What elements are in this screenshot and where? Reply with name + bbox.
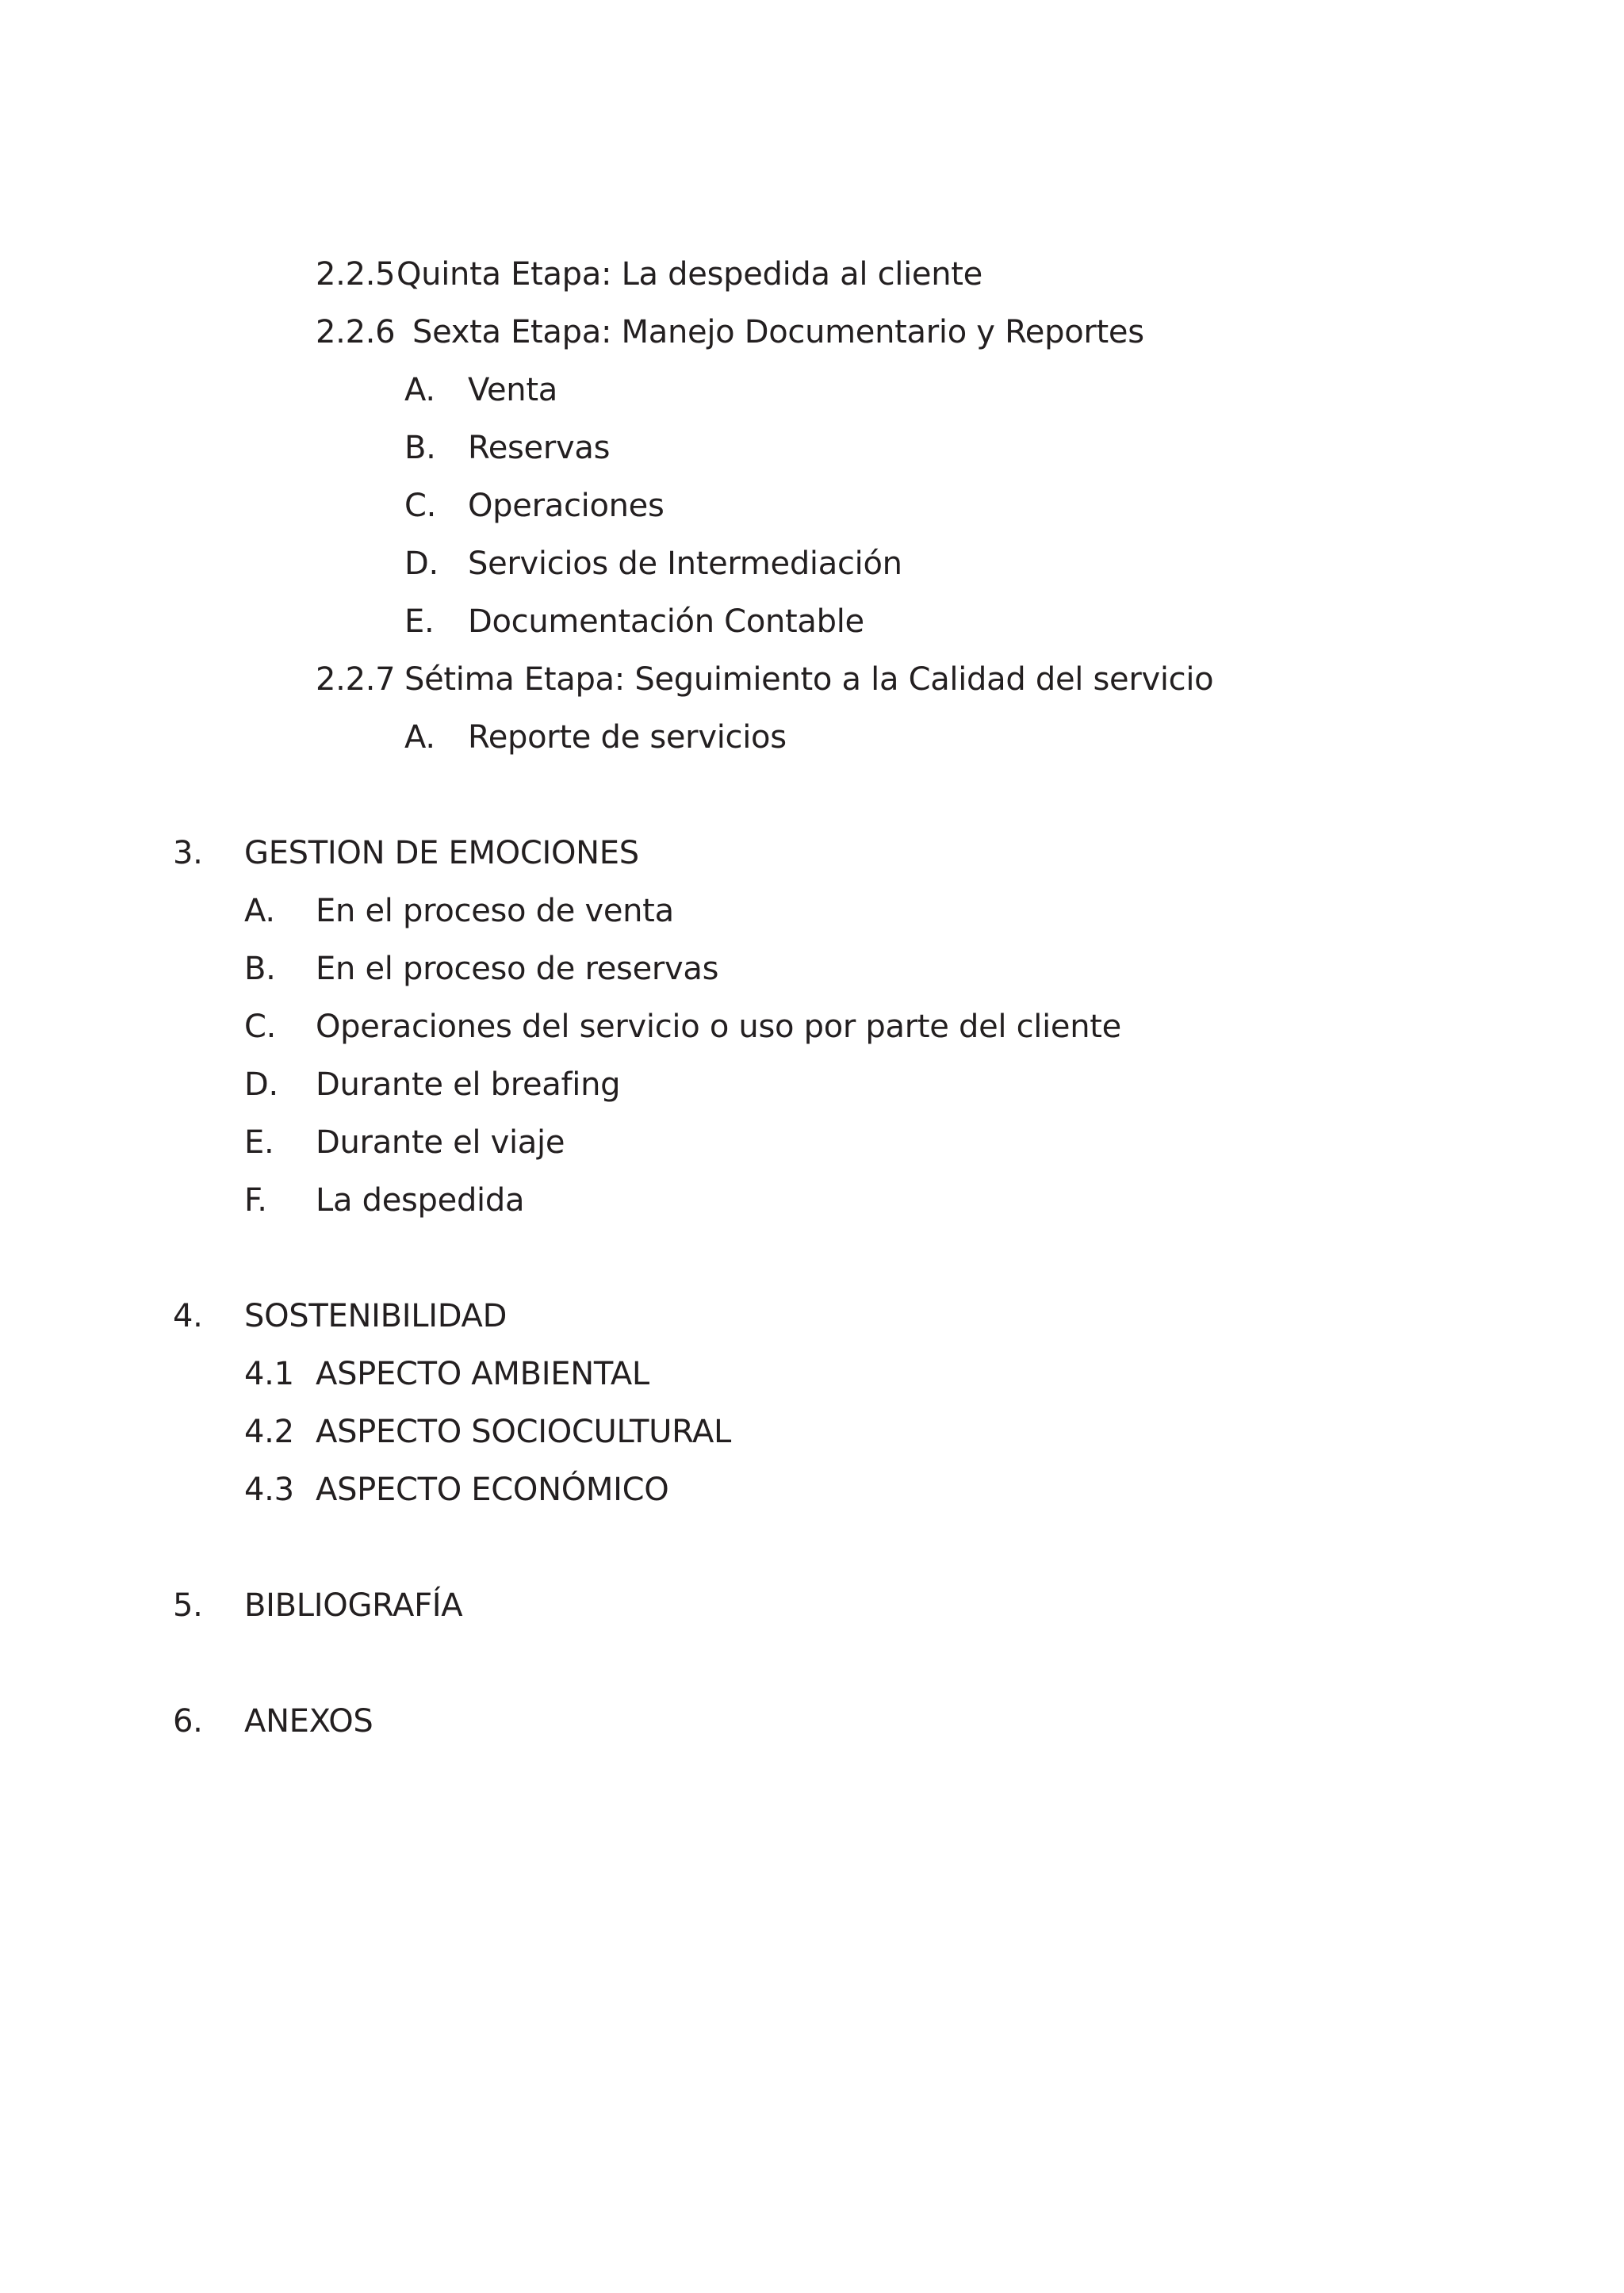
toc-number: 2.2.7 <box>316 661 396 698</box>
toc-subitem-text: Durante el breafing <box>316 1066 621 1103</box>
toc-letter: B. <box>244 951 276 987</box>
toc-title: ANEXOS <box>244 1703 373 1740</box>
toc-letter: A. <box>404 719 435 756</box>
toc-letter: C. <box>404 488 437 524</box>
toc-letter: C. <box>244 1009 277 1045</box>
toc-number: 5. <box>173 1587 203 1624</box>
toc-title: BIBLIOGRAFÍA <box>244 1587 463 1624</box>
toc-letter: 4.1 <box>244 1356 294 1392</box>
toc-number: 4. <box>173 1298 203 1334</box>
toc-subitem-text: Venta <box>468 372 557 408</box>
toc-subitem-text: La despedida <box>316 1182 525 1219</box>
toc-subitem-text: Servicios de Intermediación <box>468 545 902 582</box>
toc-letter: A. <box>404 372 435 408</box>
toc-subitem-text: Reservas <box>468 430 611 466</box>
toc-subitem-text: Durante el viaje <box>316 1124 565 1161</box>
toc-letter: A. <box>244 893 275 929</box>
toc-title: GESTION DE EMOCIONES <box>244 835 639 871</box>
toc-subitem-text: Reporte de servicios <box>468 719 787 756</box>
toc-letter: F. <box>244 1182 267 1219</box>
toc-title: Quinta Etapa: La despedida al cliente <box>396 256 982 293</box>
toc-subitem-text: ASPECTO ECONÓMICO <box>316 1472 669 1508</box>
toc-number: 6. <box>173 1703 203 1740</box>
toc-number: 2.2.5 <box>316 256 396 293</box>
toc-title: Sexta Etapa: Manejo Documentario y Reportes <box>412 314 1144 350</box>
toc-title: Sétima Etapa: Seguimiento a la Calidad del servicio <box>404 661 1214 698</box>
toc-subitem-text: En el proceso de reservas <box>316 951 719 987</box>
toc-letter: 4.2 <box>244 1414 294 1450</box>
toc-subitem-text: ASPECTO AMBIENTAL <box>316 1356 649 1392</box>
toc-subitem-text: Documentación Contable <box>468 603 864 640</box>
toc-letter: D. <box>244 1066 278 1103</box>
toc-letter: 4.3 <box>244 1472 294 1508</box>
toc-letter: E. <box>244 1124 274 1161</box>
toc-subitem-text: En el proceso de venta <box>316 893 674 929</box>
toc-subitem-text: Operaciones <box>468 488 665 524</box>
toc-letter: D. <box>404 545 439 582</box>
toc-letter: E. <box>404 603 435 640</box>
toc-number: 3. <box>173 835 203 871</box>
toc-title: SOSTENIBILIDAD <box>244 1298 508 1334</box>
toc-number: 2.2.6 <box>316 314 396 350</box>
toc-subitem-text: Operaciones del servicio o uso por parte del cliente <box>316 1009 1121 1045</box>
toc-subitem-text: ASPECTO SOCIOCULTURAL <box>316 1414 732 1450</box>
toc-letter: B. <box>404 430 436 466</box>
